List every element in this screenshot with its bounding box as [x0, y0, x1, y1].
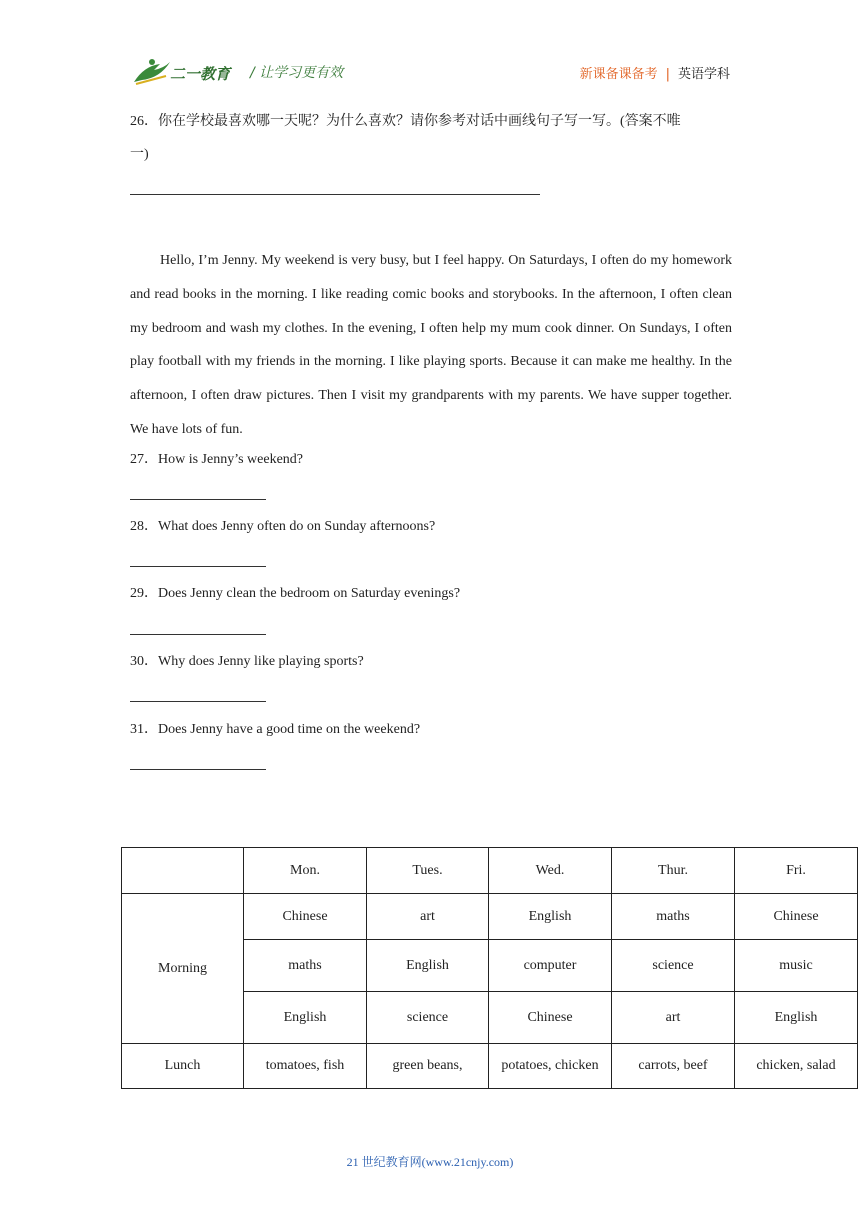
- page-footer: 21 世纪教育网(www.21cnjy.com): [346, 1155, 514, 1169]
- tag-left: 新课备课备考: [579, 67, 658, 82]
- table-row: [122, 1044, 858, 1089]
- schedule-table: [121, 847, 858, 1089]
- slogan: / 让学习更有效: [250, 65, 344, 81]
- table-cell: Chinese: [735, 894, 858, 940]
- table-header-row: [122, 848, 858, 894]
- question-28: 28．What does Jenny often do on Sunday afternoons?: [130, 519, 436, 534]
- table-cell: English: [735, 992, 858, 1044]
- table-cell: computer: [489, 940, 612, 992]
- table-row: [122, 894, 858, 940]
- table-cell: English: [367, 940, 489, 992]
- day-header: Tues.: [367, 848, 489, 894]
- tag-separator: |: [665, 67, 670, 82]
- table-corner-cell: [122, 848, 244, 894]
- question-31: 31．Does Jenny have a good time on the weekend?: [130, 722, 421, 737]
- answer-line-29[interactable]: [130, 634, 266, 635]
- table-cell: music: [735, 940, 858, 992]
- table-cell: green beans,: [367, 1044, 489, 1089]
- table-cell: science: [367, 992, 489, 1044]
- table-cell: Chinese: [489, 992, 612, 1044]
- table-cell: carrots, beef: [612, 1044, 735, 1089]
- answer-line-26[interactable]: [130, 194, 540, 195]
- question-27: 27．How is Jenny’s weekend?: [130, 452, 304, 467]
- table-cell: maths: [612, 894, 735, 940]
- logo-icon: [130, 56, 242, 88]
- table-cell: tomatoes, fish: [244, 1044, 367, 1089]
- question-26-line1: 26．你在学校最喜欢哪一天呢？为什么喜欢？请你参考对话中画线句子写一写。(答案不唯: [130, 114, 681, 129]
- day-header: Fri.: [735, 848, 858, 894]
- table-cell: English: [489, 894, 612, 940]
- lunch-label: Lunch: [122, 1044, 244, 1089]
- table-cell: art: [367, 894, 489, 940]
- page-header: [130, 54, 730, 90]
- table-cell: maths: [244, 940, 367, 992]
- table-cell: potatoes, chicken: [489, 1044, 612, 1089]
- answer-line-27[interactable]: [130, 499, 266, 500]
- tag-right: 英语学科: [677, 67, 730, 82]
- answer-line-28[interactable]: [130, 566, 266, 567]
- answer-line-31[interactable]: [130, 769, 266, 770]
- reading-passage: Hello, I’m Jenny. My weekend is very busy, but I feel happy. On Saturdays, I often do my homework and read books in the morning. I like reading comic books and storybooks. In the afternoon, I often clean my bedroom and wash my clothes. In the evening, I often help my mum cook dinner. On Sundays, I often play football with my friends in the morning. I like playing sports. Because it can make me healthy. In the afternoon, I often draw pictures. Then I visit my grandparents with my parents. We have supper together. We have lots of fun.: [130, 253, 732, 437]
- day-header: Wed.: [489, 848, 612, 894]
- table-cell: chicken, salad: [735, 1044, 858, 1089]
- morning-label: Morning: [122, 894, 244, 1044]
- day-header: Thur.: [612, 848, 735, 894]
- subject-tag: [580, 63, 730, 82]
- table-cell: art: [612, 992, 735, 1044]
- logo-text: 二一教育: [170, 65, 231, 83]
- day-header: Mon.: [244, 848, 367, 894]
- answer-line-30[interactable]: [130, 701, 266, 702]
- table-cell: Chinese: [244, 894, 367, 940]
- table-cell: English: [244, 992, 367, 1044]
- table-cell: science: [612, 940, 735, 992]
- question-29: 29．Does Jenny clean the bedroom on Saturday evenings?: [130, 586, 461, 601]
- question-26-line2: 一): [130, 147, 149, 162]
- question-30: 30．Why does Jenny like playing sports?: [130, 654, 364, 669]
